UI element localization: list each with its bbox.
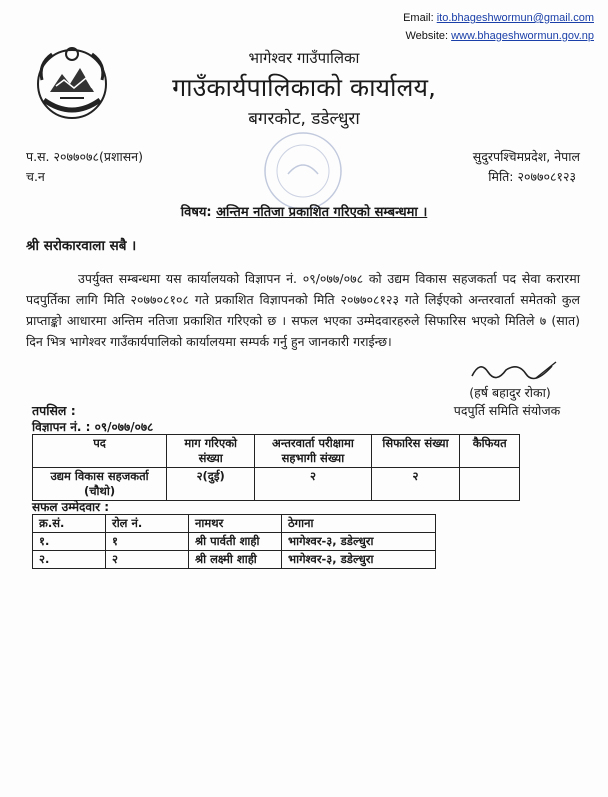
- office-address: बगरकोट, डडेल्धुरा: [248, 109, 360, 129]
- office-name: गाउँकार्यपालिकाको कार्यालय,: [172, 73, 436, 102]
- cell-post: उद्यम विकास सहजकर्ता (चौथो): [33, 468, 167, 501]
- province-line: सुदुरपश्चिमप्रदेश, नेपाल: [472, 149, 580, 164]
- website-link[interactable]: www.bhageshwormun.gov.np: [451, 30, 594, 42]
- letter-number: प.स. २०७७०७८(प्रशासन): [26, 149, 143, 164]
- cell-serial: २.: [33, 551, 106, 569]
- header-remarks: कैफियत: [460, 435, 520, 468]
- letter-date: मिति: २०७७०८१२३: [488, 169, 576, 184]
- candidates-table-header: [33, 515, 436, 533]
- post-table-header: [33, 435, 520, 468]
- header-demand: माग गरिएको संख्या: [167, 435, 255, 468]
- signatory-name: (हर्ष बहादुर रोका): [469, 385, 551, 400]
- cell-remarks: [460, 468, 520, 501]
- website-line: [405, 30, 594, 42]
- table-row: [33, 533, 436, 551]
- candidates-table: [32, 514, 436, 569]
- cell-interview: २: [255, 468, 371, 501]
- body-paragraph: उपर्युक्त सम्बन्धमा यस कार्यालयको विज्ञापन नं. ०९/०७७/०७८ को उद्यम विकास सहजकर्ता पद सेवा करारमा पदपुर्तिका लागि मिति २०७७०८१०८ गते प्रकाशित विज्ञापनको मिति २०७७०८१२३ गते लिईएको अन्तरवार्ता समेतको कुल प्राप्ताङ्को आधारमा अन्तिम नतिजा प्रकाशित गरिएको छ । सफल भएका उम्मेदवारहरुले सिफारिस भएको मितिले ७ (सात) दिन भित्र भागेश्वर गाउँकार्यपालिको कार्यालयमा सम्पर्क गर्नु हुन जानकारी गराईन्छ।: [26, 271, 580, 349]
- cell-demand: २(दुई): [167, 468, 255, 501]
- salutation: श्री सरोकारवाला सबै ।: [26, 238, 137, 254]
- header-name: नामथर: [189, 515, 282, 533]
- cell-serial: १.: [33, 533, 106, 551]
- cell-recommend: २: [371, 468, 460, 501]
- cell-address: भागेश्वर-३, डडेल्धुरा: [282, 551, 436, 569]
- cell-address: भागेश्वर-३, डडेल्धुरा: [282, 533, 436, 551]
- signature-mark-icon: [466, 356, 562, 384]
- subject-text: अन्तिम नतिजा प्रकाशित गरिएको सम्बन्धमा ।: [216, 205, 428, 220]
- table-row: [33, 468, 520, 501]
- cell-roll: १: [106, 533, 189, 551]
- subject-line: [0, 202, 608, 220]
- post-table: [32, 434, 520, 501]
- dispatch-number: च.न: [26, 169, 45, 184]
- cell-name: श्री लक्ष्मी शाही: [189, 551, 282, 569]
- table-row: [33, 551, 436, 569]
- header-address: ठेगाना: [282, 515, 436, 533]
- ad-number: विज्ञापन नं. : ०९/०७७/०७८: [32, 420, 154, 434]
- signatory-title: पदपुर्ति समिति संयोजक: [453, 403, 561, 418]
- header-post: पद: [33, 435, 167, 468]
- candidates-label: सफल उम्मेदवार :: [32, 500, 110, 514]
- header-roll: रोल नं.: [106, 515, 189, 533]
- subject-label: विषय:: [180, 205, 212, 220]
- header-serial: क्र.सं.: [33, 515, 106, 533]
- cell-name: श्री पार्वती शाही: [189, 533, 282, 551]
- details-label: तपसिल :: [32, 403, 76, 418]
- website-label: Website:: [405, 30, 449, 42]
- header-recommend: सिफारिस संख्या: [371, 435, 460, 468]
- header-interview: अन्तरवार्ता परीक्षामा सहभागी संख्या: [255, 435, 371, 468]
- cell-roll: २: [106, 551, 189, 569]
- email-label: Email:: [403, 12, 434, 24]
- email-link[interactable]: ito.bhageshwormun@gmail.com: [436, 12, 594, 24]
- municipality-name: भागेश्वर गाउँपालिका: [248, 49, 360, 67]
- email-line: [403, 12, 594, 24]
